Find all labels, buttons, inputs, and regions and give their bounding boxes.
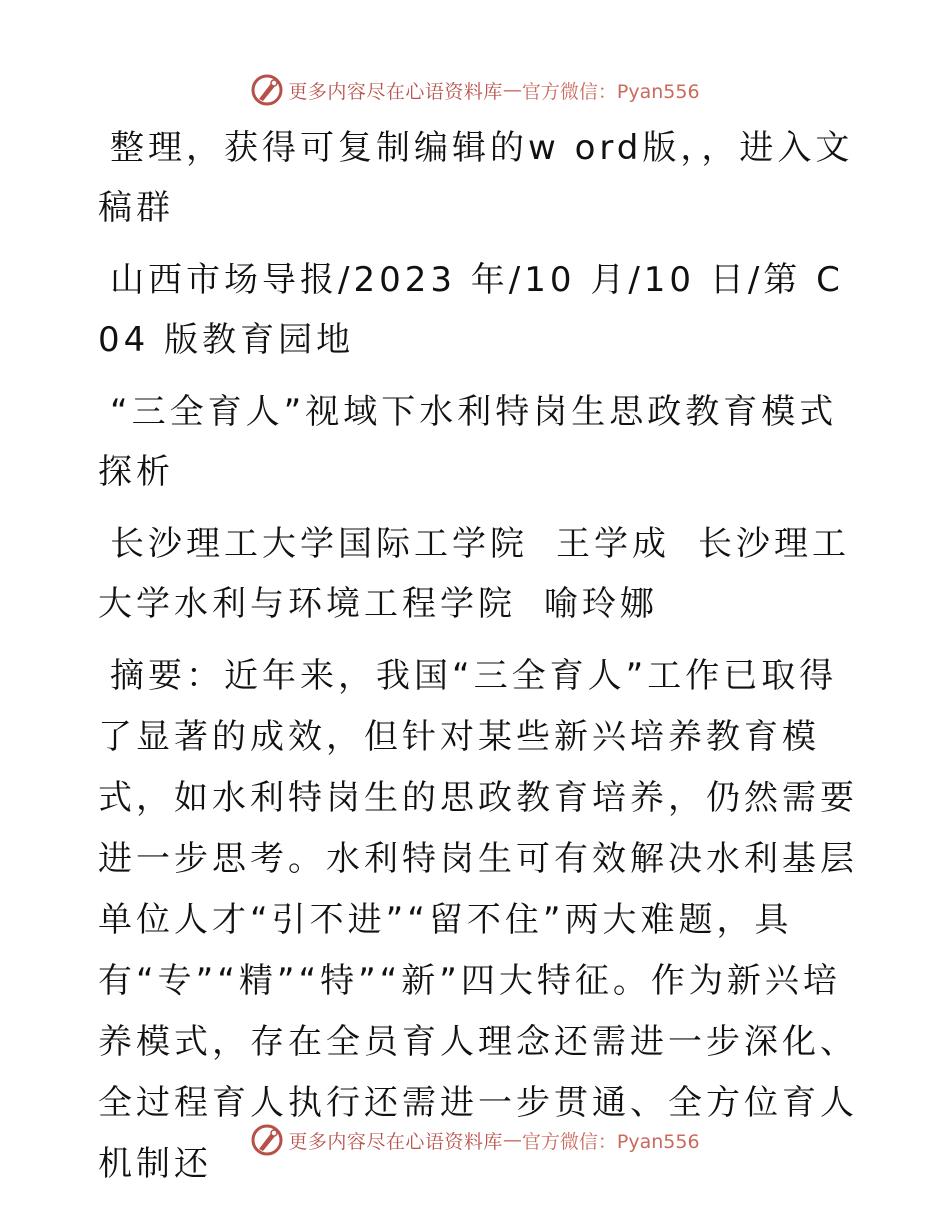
- article-title: “三全育人”视域下水利特岗生思政教育模式探析: [98, 392, 838, 492]
- source-line: 山西市场导报/2023 年/10 月/10 日/第 C04 版教育园地: [98, 260, 844, 360]
- footer-watermark: [0, 1120, 950, 1160]
- watermark-dash: —: [502, 1129, 522, 1151]
- pen-circle-logo-icon: [250, 73, 284, 107]
- abstract-continuation: 有“专”“精”“特”“新”四大特征。作为新兴培养模式，存在全员育人理念还需进一步深化、全过程育人执行还需进一步贯通、全方位育人机制还: [98, 961, 858, 1184]
- watermark-text: 更多内容尽在心语资料库: [288, 80, 503, 103]
- authors-line: [98, 514, 858, 634]
- author-affiliation-2: 长沙理工大学水利与环境工程学院: [98, 524, 850, 624]
- intro-paragraph: 整理，获得可复制编辑的w ord版，，进入文稿群: [98, 128, 854, 228]
- header-watermark: [0, 70, 950, 110]
- author-name-1: 王学成: [556, 524, 670, 564]
- watermark-contact: 官方微信：Pyan556: [521, 1130, 700, 1153]
- abstract-paragraph: 摘要：近年来，我国“三全育人”工作已取得了显著的成效，但针对某些新兴培养教育模式，如水利特岗生的思政教育培养，仍然需要进一步思考。水利特岗生可有效解决水利基层单位人才“引不进”“留不住”两大难题，具: [98, 656, 858, 940]
- document-body: [98, 118, 858, 1195]
- watermark-dash: —: [502, 79, 522, 101]
- author-affiliation-1: 长沙理工大学国际工学院: [110, 524, 528, 564]
- pen-circle-logo-icon: [250, 1123, 284, 1157]
- author-name-2: 喻玲娜: [544, 584, 658, 624]
- watermark-contact: 官方微信：Pyan556: [521, 80, 700, 103]
- watermark-text: 更多内容尽在心语资料库: [288, 1130, 503, 1153]
